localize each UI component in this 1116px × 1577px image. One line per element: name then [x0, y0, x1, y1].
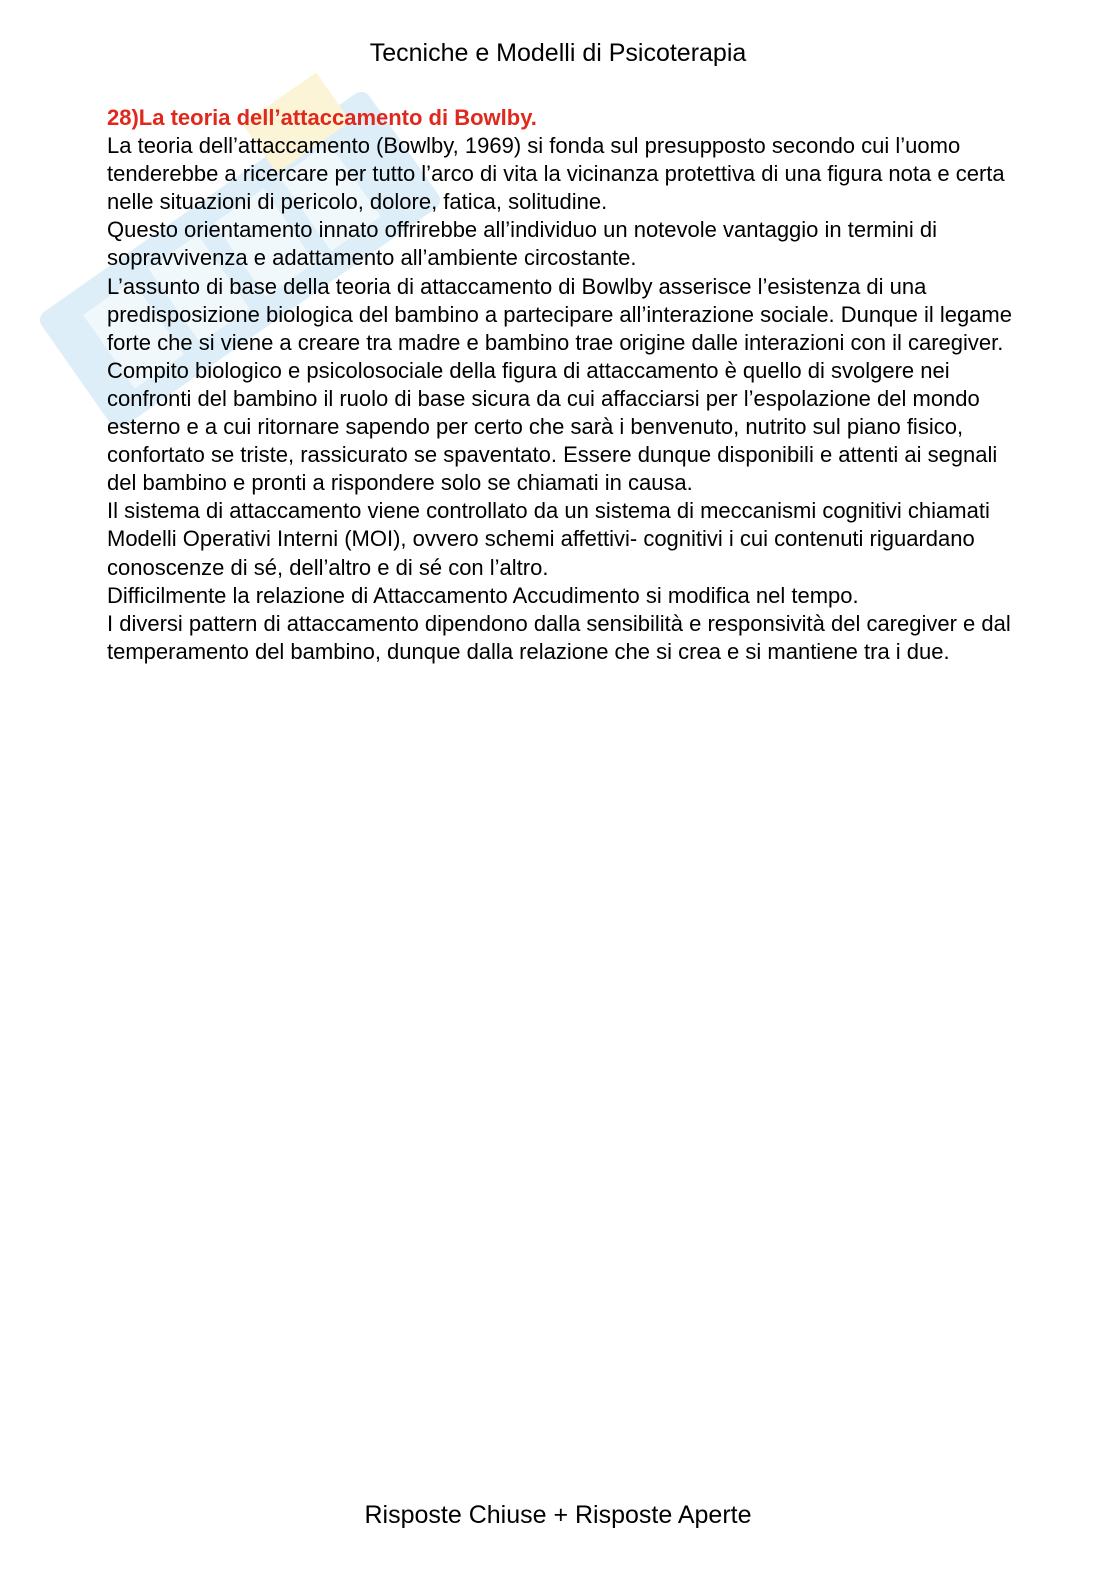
paragraph: I diversi pattern di attaccamento dipendono dalla sensibilità e responsività del caregiver e dal temperamento del bambino, dunque dalla relazione che si crea e si mantiene tra i due.	[107, 610, 1011, 664]
paragraph: Difficilmente la relazione di Attaccamento Accudimento si modifica nel tempo.	[107, 582, 859, 608]
section-title: 28)La teoria dell’attaccamento di Bowlby.	[107, 105, 537, 130]
page-footer: Risposte Chiuse + Risposte Aperte	[364, 1501, 752, 1529]
paragraph: L’assunto di base della teoria di attaccamento di Bowlby asserisce l’esistenza di una predisposizione biologica del bambino a partecipare all’interazione sociale. Dunque il legame forte che si viene a creare tra madre e bambino trae origine dalle interazioni con il caregiver. Compito biologico e psicolosociale della figura di attaccamento è quello di svolgere nei confronti del bambino il ruolo di base sicura da cui affacciarsi per l’espolazione del mondo esterno e a cui ritornare sapendo per certo che sarà i benvenuto, nutrito sul piano fisico, confortato se triste, rassicurato se spaventato. Essere dunque disponibili e attenti ai segnali del bambino e pronti a rispondere solo se chiamati in causa.	[107, 273, 1012, 496]
paragraph: La teoria dell’attaccamento (Bowlby, 1969) si fonda sul presupposto secondo cui l’uomo tenderebbe a ricercare per tutto l’arco di vita la vicinanza protettiva di una figura nota e certa nelle situazioni di pericolo, dolore, fatica, solitudine.	[107, 133, 1005, 215]
paragraph: Il sistema di attaccamento viene controllato da un sistema di meccanismi cognitivi chiamati Modelli Operativi Interni (MOI), ovvero schemi affettivi- cognitivi i cui contenuti riguardano conoscenze di sé, dell’altro e di sé con l’altro.	[107, 498, 990, 580]
main-content	[107, 104, 1012, 666]
page-header: Tecniche e Modelli di Psicoterapia	[369, 39, 747, 67]
paragraph: Questo orientamento innato offrirebbe all’individuo un notevole vantaggio in termini di sopravvivenza e adattamento all’ambiente circostante.	[107, 217, 938, 271]
